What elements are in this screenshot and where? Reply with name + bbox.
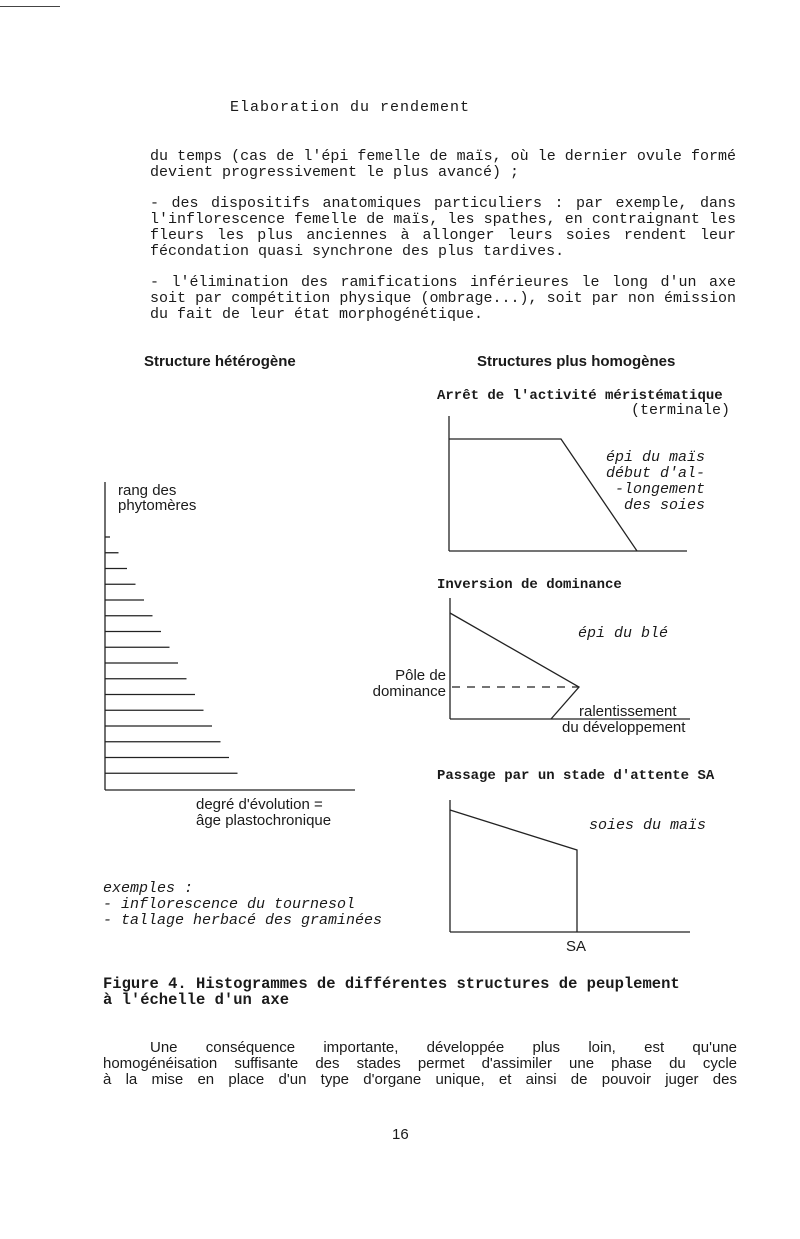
panel1-note: début d'al- <box>605 465 705 482</box>
sa-label: SA <box>566 938 587 955</box>
panel2-title: Inversion de dominance <box>437 577 622 593</box>
slowdown-label: ralentissement <box>579 703 677 720</box>
examples-title: exemples : <box>103 880 194 897</box>
x-axis-label: degré d'évolution = <box>196 796 323 813</box>
heterogeneous-histogram <box>105 482 355 790</box>
slowdown-label: du développement <box>562 719 686 736</box>
y-axis-label: rang des <box>118 482 177 499</box>
example-item: - tallage herbacé des graminées <box>103 912 383 929</box>
right-title: Structures plus homogènes <box>477 353 676 370</box>
pole-label: dominance <box>372 683 446 700</box>
paragraph-line: - des dispositifs anatomiques particuliers : par exemple, dans <box>150 195 736 212</box>
paragraph-line: à la mise en place d'un type d'organe unique, et ainsi de pouvoir juger des <box>103 1071 737 1088</box>
paragraph-line: l'inflorescence femelle de maïs, les spathes, en contraignant les <box>150 211 736 228</box>
paragraph-line: du fait de leur état morphogénétique. <box>150 306 484 323</box>
paragraph-line: fleurs les plus anciennes à allonger leurs soies rendent leur <box>150 227 736 244</box>
panel3-note: soies du maïs <box>589 817 707 834</box>
panel1-note: -longement <box>614 481 705 498</box>
panel2-diagram <box>450 598 690 719</box>
paragraph-line: soit par compétition physique (ombrage...), soit par non émission <box>150 290 736 307</box>
page-number: 16 <box>392 1126 409 1143</box>
paragraph-line: - l'élimination des ramifications inférieures le long d'un axe <box>150 274 736 291</box>
panel1-title: Arrêt de l'activité méristématique <box>437 388 723 404</box>
paragraph-line: Une conséquence importante, développée plus loin, est qu'une <box>150 1039 737 1056</box>
panel1-note: des soies <box>623 497 705 514</box>
paragraph-line: devient progressivement le plus avancé) ; <box>150 164 520 181</box>
profile-line <box>450 810 577 932</box>
paragraph-line: homogénéisation suffisante des stades permet d'assimiler une phase du cycle <box>103 1055 737 1072</box>
example-item: - inflorescence du tournesol <box>103 896 356 913</box>
pole-label: Pôle de <box>395 667 446 684</box>
y-axis-label: phytomères <box>118 497 197 514</box>
figure-caption: à l'échelle d'un axe <box>103 991 290 1009</box>
paragraph-line: du temps (cas de l'épi femelle de maïs, où le dernier ovule formé <box>150 148 736 165</box>
x-axis-label: âge plastochronique <box>196 812 332 829</box>
profile-line <box>450 613 579 719</box>
left-title: Structure hétérogène <box>144 353 296 370</box>
panel1-note: épi du maïs <box>605 449 705 466</box>
panel1-title-2: (terminale) <box>631 402 731 419</box>
figure-caption: Figure 4. Histogrammes de différentes structures de peuplement <box>103 975 680 993</box>
running-header: Elaboration du rendement <box>230 99 471 116</box>
paragraph-line: fécondation quasi synchrone des plus tardives. <box>150 243 565 260</box>
panel3-title: Passage par un stade d'attente SA <box>437 768 715 784</box>
panel2-note: épi du blé <box>578 625 669 642</box>
